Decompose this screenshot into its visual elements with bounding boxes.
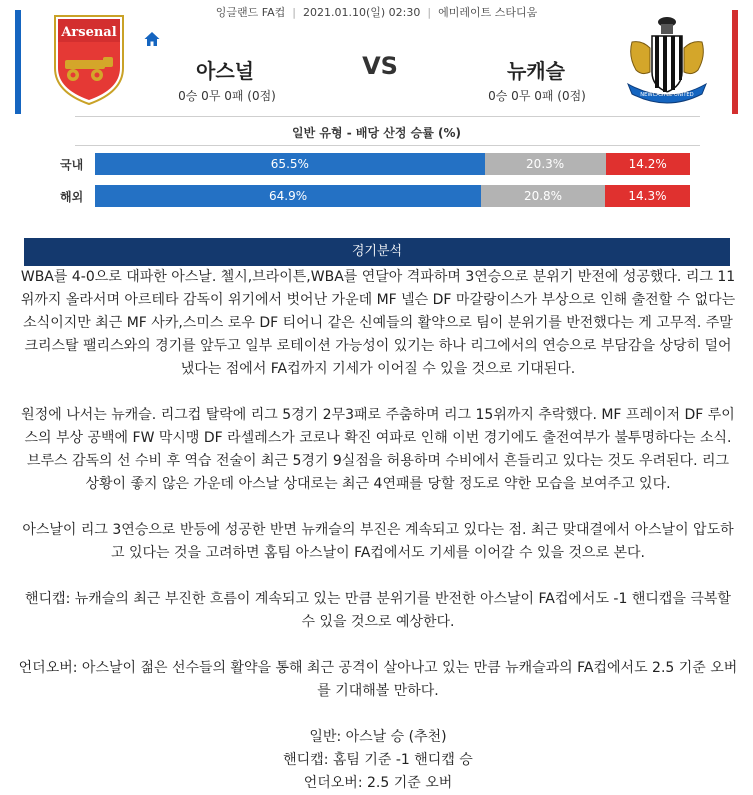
analysis-paragraph-away: 원정에 나서는 뉴캐슬. 리그컵 탈락에 리그 5경기 2무3패로 주춤하며 리그 15위까지 추락했다. MF 프레이저 DF 루이스의 부상 공백에 FW 막시맹 DF 라셀레스가 코로나 확진 여파로 인해 이번 경기에도 출전여부가 불투명하다는 소식. 브루스 감독의 선 수비 후 역습 전술이 최근 5경기 9실점을 허용하며 수비에서 흔들리고 있다는 것도 우려된다. 리그 상황이 좋지 않은 가운데 아스날 상대로는 최근 4연패를 당할 정도로 약한 모습을 보여주고 있다. bbox=[21, 407, 735, 492]
odds-section-title: 일반 유형 - 배당 산정 승률 (%) bbox=[292, 126, 461, 140]
away-win-segment: 14.2% bbox=[606, 153, 690, 175]
home-team-name: 아스널 bbox=[196, 59, 254, 83]
arsenal-crest-text: Arsenal bbox=[61, 25, 117, 40]
odds-row-label: 국내 bbox=[60, 158, 84, 172]
pick-general: 일반: 아스날 승 (추천) bbox=[309, 729, 447, 745]
pick-underover: 언더오버: 2.5 기준 오버 bbox=[303, 775, 453, 791]
analysis-body bbox=[18, 266, 738, 795]
odds-bar bbox=[95, 153, 690, 175]
venue-label: 에미레이트 스타디움 bbox=[438, 6, 538, 19]
match-header bbox=[0, 0, 753, 116]
analysis-header: 경기분석 bbox=[24, 238, 730, 266]
odds-bar bbox=[95, 185, 690, 207]
home-color-strip bbox=[15, 10, 21, 114]
meta-separator: | bbox=[292, 6, 296, 19]
competition-label: 잉글랜드 FA컵 bbox=[215, 6, 286, 19]
prediction-picks bbox=[18, 726, 738, 795]
home-win-segment: 64.9% bbox=[95, 185, 481, 207]
home-icon[interactable] bbox=[143, 30, 161, 48]
divider bbox=[75, 116, 700, 117]
analysis-paragraph-summary: 아스날이 리그 3연승으로 반등에 성공한 반면 뉴캐슬의 부진은 계속되고 있다는 점. 최근 맞대결에서 아스날이 압도하고 있다는 것을 고려하면 홈팀 아스날이 FA컵에서도 기세를 이어갈 수 있을 것으로 본다. bbox=[22, 522, 734, 561]
pick-handicap: 핸디캡: 홈팀 기준 -1 핸디캡 승 bbox=[283, 752, 473, 768]
away-color-strip bbox=[732, 10, 738, 114]
away-win-segment: 14.3% bbox=[605, 185, 690, 207]
meta-separator: | bbox=[427, 6, 432, 19]
analysis-paragraph-handicap: 핸디캡: 뉴캐슬의 최근 부진한 흐름이 계속되고 있는 만큼 분위기를 반전한 아스날이 FA컵에서도 -1 핸디캡을 극복할 수 있을 것으로 예상한다. bbox=[25, 591, 731, 630]
odds-row-label: 해외 bbox=[60, 190, 84, 204]
odds-row-domestic bbox=[60, 153, 700, 175]
analysis-paragraph-home: WBA를 4-0으로 대파한 아스날. 첼시,브라이튼,WBA를 연달아 격파하며 3연승으로 분위기 반전에 성공했다. 리그 11위까지 올라서며 아르테타 감독이 위기에서 벗어난 가운데 MF 넬슨 DF 마갈랑이스가 부상으로 인해 출전할 수 없다는 소식이지만 최근 MF 사카,스미스 로우 DF 티어니 같은 신예들의 활약으로 팀이 분위기를 반전했다는 게 고무적. 주말 크리스탈 팰리스와의 경기를 앞두고 일부 로테이션 가능성이 있기는 하나 리그에서의 연승으로 부담감을 상당히 덜어냈다는 점에서 FA컵까지 기세가 이어질 수 있을 것으로 기대된다. bbox=[20, 269, 736, 377]
home-win-segment: 65.5% bbox=[95, 153, 485, 175]
odds-row-overseas bbox=[60, 185, 700, 207]
newcastle-crest-logo bbox=[622, 12, 712, 106]
home-team-record: 0승 0무 0패 (0점) bbox=[178, 89, 276, 103]
draw-segment: 20.3% bbox=[485, 153, 606, 175]
away-team-name: 뉴캐슬 bbox=[507, 59, 565, 83]
match-datetime: 2021.01.10(일) 02:30 bbox=[302, 6, 421, 19]
draw-segment: 20.8% bbox=[481, 185, 605, 207]
versus-label: VS bbox=[362, 52, 398, 80]
divider bbox=[75, 145, 700, 146]
arsenal-crest-logo bbox=[49, 12, 129, 106]
newcastle-crest-text: NEWCASTLE UNITED bbox=[640, 92, 694, 98]
away-team-record: 0승 0무 0패 (0점) bbox=[488, 89, 586, 103]
analysis-paragraph-underover: 언더오버: 아스날이 젊은 선수들의 활약을 통해 최근 공격이 살아나고 있는 만큼 뉴캐슬과의 FA컵에서도 2.5 기준 오버를 기대해볼 만하다. bbox=[18, 660, 738, 699]
